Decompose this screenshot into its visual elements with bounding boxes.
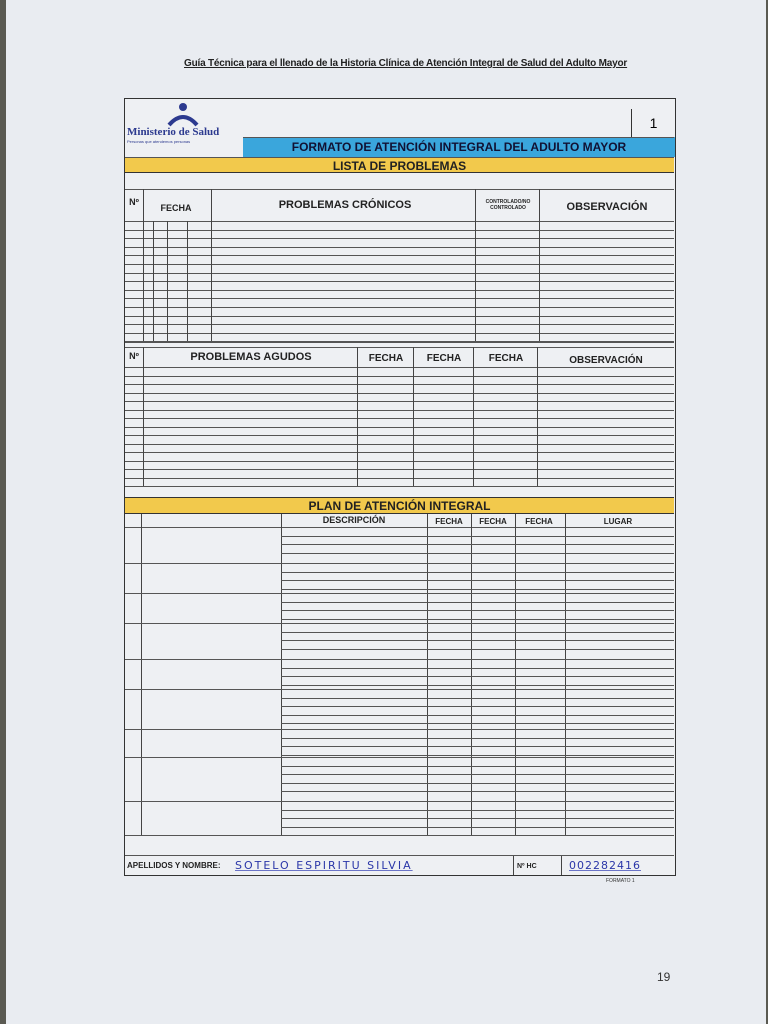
grid-line	[281, 755, 674, 756]
grid-line	[125, 157, 674, 158]
grid-line	[281, 580, 674, 581]
grid-line	[125, 757, 674, 758]
grid-line	[125, 689, 674, 690]
acute-problems-header: PROBLEMAS AGUDOS	[190, 351, 312, 363]
attention-form	[124, 98, 676, 876]
grid-line	[125, 342, 674, 343]
grid-line	[125, 189, 674, 190]
grid-line	[281, 619, 674, 620]
hc-value: 002282416	[569, 859, 641, 872]
grid-line	[281, 572, 674, 573]
grid-line	[125, 281, 674, 282]
ministry-logo	[125, 99, 243, 151]
grid-line	[281, 706, 674, 707]
grid-line	[125, 801, 674, 802]
footer-divider	[513, 855, 514, 875]
plan-date3-header: FECHA	[525, 517, 553, 526]
grid-line	[125, 469, 674, 470]
form-code: FORMATO 1	[606, 878, 635, 884]
grid-line	[125, 623, 674, 624]
grid-line	[125, 347, 674, 348]
grid-line	[125, 444, 674, 445]
grid-line	[125, 478, 674, 479]
grid-line	[125, 452, 674, 453]
grid-line	[211, 189, 212, 341]
grid-line	[125, 486, 674, 487]
acute-date2-header: FECHA	[426, 353, 462, 364]
grid-line	[281, 685, 674, 686]
grid-line	[125, 835, 674, 836]
grid-line	[281, 723, 674, 724]
grid-line	[125, 255, 674, 256]
grid-line	[167, 221, 168, 341]
grid-line	[125, 659, 674, 660]
hc-label: Nº HC	[517, 863, 537, 870]
problems-section-header: LISTA DE PROBLEMAS	[125, 157, 674, 173]
grid-line	[281, 602, 674, 603]
grid-line	[125, 376, 674, 377]
grid-line	[281, 544, 674, 545]
grid-line	[281, 738, 674, 739]
grid-line	[125, 393, 674, 394]
grid-line	[187, 221, 188, 341]
grid-line	[125, 324, 674, 325]
grid-line	[125, 247, 674, 248]
grid-line	[125, 273, 674, 274]
grid-line	[281, 668, 674, 669]
grid-line	[125, 264, 674, 265]
acute-observation-header: OBSERVACIÓN	[569, 355, 643, 366]
grid-line	[125, 316, 674, 317]
grid-line	[125, 230, 674, 231]
acute-num-header: Nº	[129, 351, 139, 361]
grid-line	[281, 632, 674, 633]
grid-line	[281, 791, 674, 792]
grid-line	[125, 563, 674, 564]
grid-line	[125, 221, 674, 222]
grid-line	[281, 698, 674, 699]
guide-title: Guía Técnica para el llenado de la Historia Clínica de Atención Integral de Salud del Adulto Mayor	[184, 58, 628, 69]
grid-line	[281, 676, 674, 677]
grid-line	[125, 435, 674, 436]
grid-line	[537, 347, 538, 486]
page-number: 19	[657, 970, 671, 984]
form-title: FORMATO DE ATENCIÓN INTEGRAL DEL ADULTO MAYOR	[243, 137, 675, 157]
grid-line	[125, 461, 674, 462]
grid-line	[281, 589, 674, 590]
grid-line	[125, 290, 674, 291]
grid-line	[281, 640, 674, 641]
acute-date3-header: FECHA	[488, 353, 524, 364]
grid-line	[281, 783, 674, 784]
grid-line	[281, 746, 674, 747]
ministry-tagline: Personas que atendemos personas	[127, 139, 191, 144]
plan-description-header: DESCRIPCIÓN	[322, 515, 386, 525]
grid-line	[125, 384, 674, 385]
grid-line	[243, 137, 674, 138]
grid-line	[281, 553, 674, 554]
plan-date1-header: FECHA	[435, 517, 463, 526]
footer-divider	[561, 855, 562, 875]
plan-section-header: PLAN DE ATENCIÓN INTEGRAL	[125, 497, 674, 514]
plan-date2-header: FECHA	[479, 517, 507, 526]
grid-line	[125, 527, 674, 528]
patient-name-label: APELLIDOS Y NOMBRE:	[127, 861, 221, 870]
grid-line	[125, 418, 674, 419]
grid-line	[125, 401, 674, 402]
grid-line	[539, 189, 540, 341]
grid-line	[357, 347, 358, 486]
grid-line	[125, 367, 674, 368]
chronic-date-header: FECHA	[160, 203, 192, 213]
grid-line	[281, 536, 674, 537]
grid-line	[125, 238, 674, 239]
grid-line	[125, 307, 674, 308]
plan-place-header: LUGAR	[603, 517, 633, 526]
grid-line	[281, 774, 674, 775]
patient-name-value: SOTELO ESPIRITU SILVIA	[235, 859, 413, 872]
grid-line	[143, 189, 144, 341]
grid-line	[125, 333, 674, 334]
grid-line	[125, 298, 674, 299]
chronic-num-header: Nº	[129, 197, 139, 207]
grid-line	[125, 855, 674, 856]
grid-line	[281, 715, 674, 716]
grid-line	[413, 347, 414, 486]
chronic-controlled-header: CONTROLADO/NO CONTROLADO	[485, 199, 531, 211]
chronic-problems-header: PROBLEMAS CRÓNICOS	[278, 199, 412, 211]
chronic-observation-header: OBSERVACIÓN	[566, 201, 648, 213]
grid-line	[125, 593, 674, 594]
grid-line	[281, 766, 674, 767]
grid-line	[125, 729, 674, 730]
grid-line	[281, 827, 674, 828]
grid-line	[473, 347, 474, 486]
grid-line	[125, 427, 674, 428]
grid-line	[281, 610, 674, 611]
grid-line	[143, 347, 144, 486]
grid-line	[281, 810, 674, 811]
acute-date1-header: FECHA	[368, 353, 404, 364]
ministry-name: Ministerio de Salud	[127, 126, 220, 138]
grid-line	[281, 818, 674, 819]
grid-line	[125, 410, 674, 411]
grid-line	[281, 649, 674, 650]
grid-line	[153, 221, 154, 341]
paper-sheet	[6, 0, 766, 1024]
grid-line	[475, 189, 476, 341]
person-icon	[163, 101, 203, 129]
form-number: 1	[631, 109, 675, 137]
